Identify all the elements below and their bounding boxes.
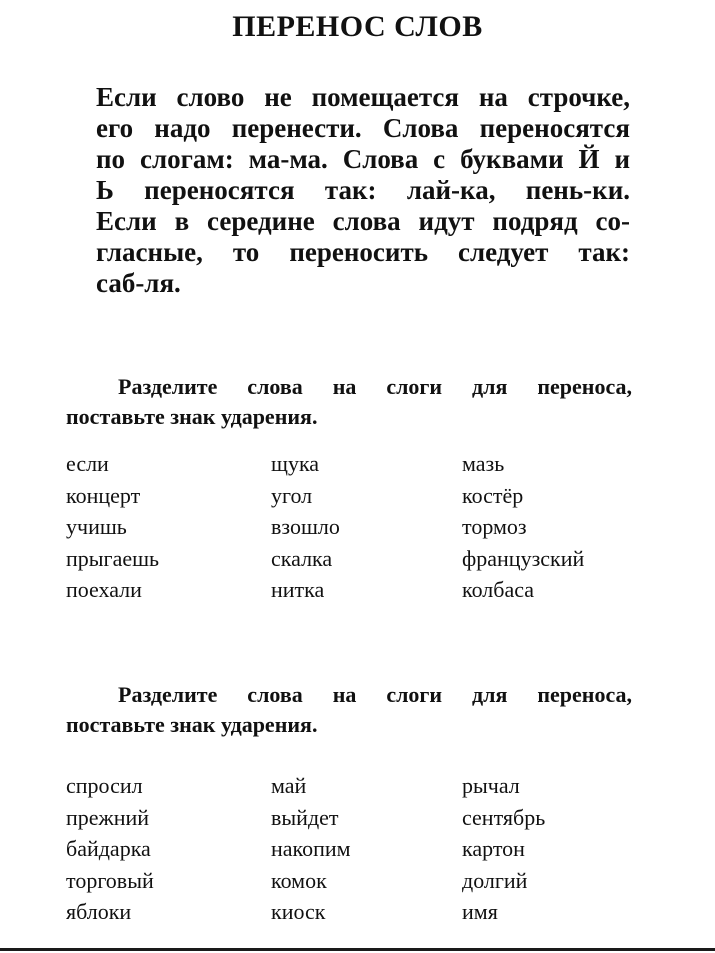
word: киоск bbox=[271, 899, 326, 924]
rule-line: Ь переносятся так: лай-ка, пень-ки. bbox=[96, 175, 630, 205]
word: спросил bbox=[66, 773, 143, 798]
word: торговый bbox=[66, 867, 154, 893]
word: накопим bbox=[271, 836, 351, 861]
word: нитка bbox=[271, 577, 325, 602]
word-row bbox=[66, 574, 666, 606]
task-1-word-list bbox=[66, 448, 666, 606]
instruction-line: Разделите слова на слоги для переноса, bbox=[118, 682, 632, 707]
page-title: ПЕРЕНОС СЛОВ bbox=[232, 10, 483, 43]
word-row bbox=[66, 511, 666, 543]
word: костёр bbox=[462, 482, 524, 508]
word: если bbox=[66, 451, 109, 476]
task-2-word-list bbox=[66, 770, 666, 928]
rule-line: по слогам: ма-ма. Слова с буквами Й и bbox=[96, 144, 630, 174]
word: скалка bbox=[271, 545, 333, 571]
word: май bbox=[271, 773, 307, 798]
rule-line: саб-ля. bbox=[96, 268, 181, 298]
word: угол bbox=[271, 482, 313, 508]
word-row bbox=[66, 802, 666, 834]
word: щука bbox=[271, 451, 320, 476]
word: выйдет bbox=[271, 804, 339, 830]
word: прыгаешь bbox=[66, 545, 160, 571]
page-bottom-border bbox=[0, 948, 715, 951]
task-1-instruction bbox=[66, 372, 632, 432]
word-row bbox=[66, 896, 666, 928]
word: байдарка bbox=[66, 836, 151, 861]
word: учишь bbox=[66, 514, 127, 539]
word: рычал bbox=[462, 773, 520, 798]
rule-line: Если слово не помещается на строчке, bbox=[96, 82, 630, 112]
word: имя bbox=[462, 899, 498, 924]
word: концерт bbox=[66, 482, 141, 508]
rule-line: гласные, то переносить следует так: bbox=[96, 237, 630, 267]
rule-line: его надо перенести. Слова переносятся bbox=[96, 113, 630, 143]
rule-line: Если в середине слова идут подряд со- bbox=[96, 206, 630, 236]
instruction-line: поставьте знак ударения. bbox=[66, 404, 318, 429]
word: колбаса bbox=[462, 577, 535, 602]
word-row bbox=[66, 480, 666, 512]
word: долгий bbox=[462, 867, 528, 893]
word: поехали bbox=[66, 577, 142, 602]
word: прежний bbox=[66, 804, 150, 830]
word: яблоки bbox=[66, 899, 132, 924]
word-row bbox=[66, 865, 666, 897]
instruction-line: поставьте знак ударения. bbox=[66, 712, 318, 737]
word: взошло bbox=[271, 514, 340, 539]
word-row bbox=[66, 448, 666, 480]
word: тормоз bbox=[462, 514, 527, 539]
word: мазь bbox=[462, 451, 505, 476]
word: сентябрь bbox=[462, 804, 546, 830]
word: комок bbox=[271, 867, 327, 893]
word: картон bbox=[462, 836, 525, 861]
task-2-instruction bbox=[66, 680, 632, 740]
word-row bbox=[66, 543, 666, 575]
word-row bbox=[66, 833, 666, 865]
instruction-line: Разделите слова на слоги для переноса, bbox=[118, 374, 632, 399]
rule-paragraph bbox=[96, 82, 630, 299]
word: французский bbox=[462, 545, 585, 571]
word-row bbox=[66, 770, 666, 802]
